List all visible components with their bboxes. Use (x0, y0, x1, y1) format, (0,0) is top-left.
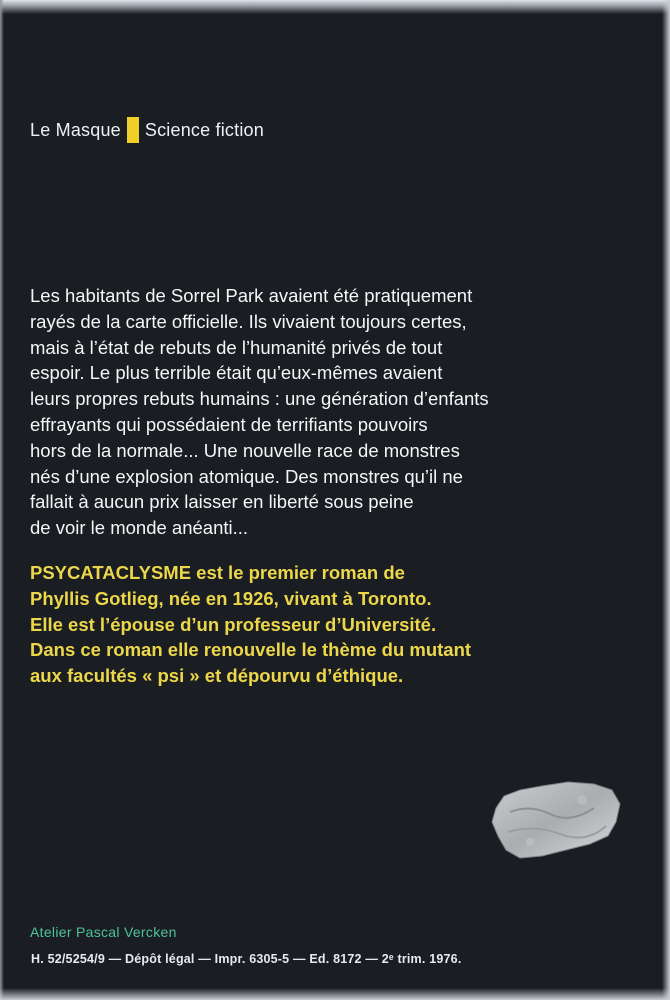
legal-deposit-line: H. 52/5254/9 — Dépôt légal — Impr. 6305-5 — Ed. 8172 — 2ᵉ trim. 1976. (31, 952, 462, 966)
brand-yellow-bar (127, 117, 139, 143)
paper-edge-right (662, 0, 670, 1000)
torn-sticker-residue (490, 778, 622, 860)
publisher-name: Le Masque (30, 119, 121, 140)
author-note-line: Phyllis Gotlieg, née en 1926, vivant à Toronto. (30, 587, 432, 609)
author-note-line: Dans ce roman elle renouvelle le thème du mutant (30, 639, 472, 661)
series-brand (30, 117, 264, 143)
paper-edge-bottom (0, 988, 670, 1000)
synopsis-line: fallait à aucun prix laisser en liberté sous peine (30, 491, 414, 513)
paper-edge-top (0, 0, 670, 14)
synopsis-line: effrayants qui possédaient de terrifiants pouvoirs (30, 413, 428, 435)
collection-name: Science fiction (144, 119, 264, 140)
author-note-line: aux facultés « psi » et dépourvu d’éthique. (30, 665, 404, 687)
author-note-line: PSYCATACLYSME est le premier roman de (30, 562, 405, 583)
synopsis-text (30, 283, 640, 541)
synopsis-line: leurs propres rebuts humains : une génération d’enfants (30, 388, 489, 410)
synopsis-line: mais à l’état de rebuts de l’humanité privés de tout (30, 336, 443, 358)
synopsis-line: rayés de la carte officielle. Ils vivaient toujours certes, (30, 310, 467, 332)
paper-edge-left (0, 0, 4, 1000)
synopsis-line: Les habitants de Sorrel Park avaient été pratiquement (30, 285, 473, 306)
author-note-line: Elle est l’épouse d’un professeur d’Université. (30, 613, 437, 635)
synopsis-line: de voir le monde anéanti... (30, 517, 249, 539)
synopsis-line: nés d’une explosion atomique. Des monstres qu’il ne (30, 465, 463, 487)
designer-credit: Atelier Pascal Vercken (30, 924, 177, 940)
synopsis-line: espoir. Le plus terrible était qu’eux-mêmes avaient (30, 362, 443, 384)
synopsis-line: hors de la normale... Une nouvelle race de monstres (30, 439, 460, 461)
author-note (30, 560, 640, 689)
